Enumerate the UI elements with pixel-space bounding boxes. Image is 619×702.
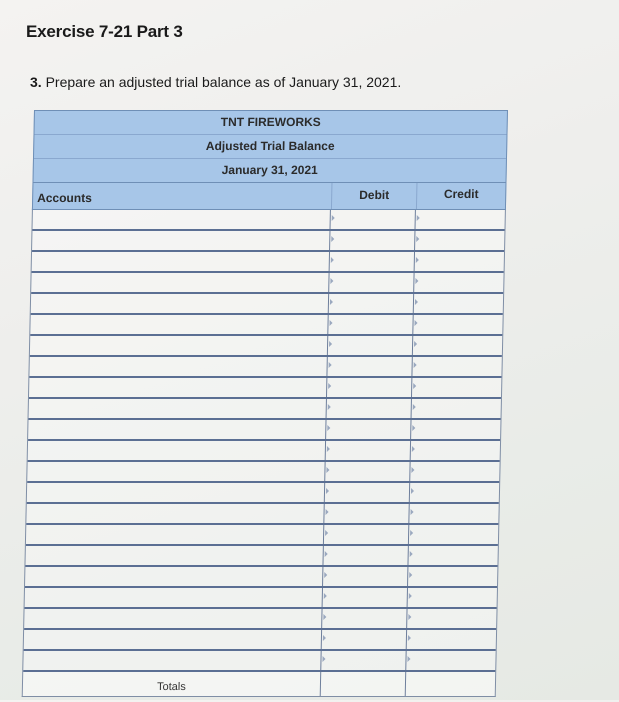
credit-input[interactable] — [408, 567, 497, 586]
table-row — [24, 609, 496, 630]
account-rows — [22, 210, 506, 672]
account-input[interactable] — [35, 273, 329, 292]
debit-input[interactable] — [324, 525, 409, 544]
account-input[interactable] — [30, 525, 324, 544]
account-input[interactable] — [29, 546, 323, 565]
table-row — [29, 357, 501, 378]
table-row — [32, 231, 504, 252]
statement-name: Adjusted Trial Balance — [34, 135, 507, 159]
totals-credit-input[interactable] — [406, 672, 496, 696]
credit-input[interactable] — [410, 483, 499, 502]
debit-input[interactable] — [326, 441, 411, 460]
credit-input[interactable] — [411, 441, 500, 460]
question-text — [30, 74, 401, 90]
debit-input[interactable] — [329, 294, 414, 313]
account-input[interactable] — [33, 378, 327, 397]
exercise-title: Exercise 7-21 Part 3 — [26, 22, 183, 41]
column-headers — [32, 183, 507, 210]
debit-input[interactable] — [329, 273, 414, 292]
table-row — [31, 273, 503, 294]
question-body: Prepare an adjusted trial balance as of January 31, 2021. — [45, 74, 402, 90]
account-input[interactable] — [34, 315, 328, 334]
table-row — [27, 462, 499, 483]
debit-input[interactable] — [323, 546, 408, 565]
credit-input[interactable] — [409, 525, 498, 544]
statement-date: January 31, 2021 — [221, 163, 318, 177]
account-input[interactable] — [31, 462, 325, 481]
table-row — [32, 210, 504, 231]
debit-input[interactable] — [331, 210, 416, 229]
credit-input[interactable] — [412, 357, 501, 376]
credit-input[interactable] — [415, 231, 504, 250]
table-row — [28, 441, 500, 462]
table-row — [27, 483, 499, 504]
totals-debit-input[interactable] — [321, 672, 407, 696]
debit-input[interactable] — [327, 378, 412, 397]
table-row — [31, 294, 503, 315]
credit-input[interactable] — [416, 210, 505, 229]
debit-input[interactable] — [322, 630, 407, 649]
table-row — [26, 504, 498, 525]
account-input[interactable] — [29, 588, 323, 607]
debit-input[interactable] — [323, 567, 408, 586]
table-row — [25, 588, 497, 609]
table-row — [30, 315, 502, 336]
debit-input[interactable] — [324, 504, 409, 523]
debit-input[interactable] — [325, 462, 410, 481]
credit-input[interactable] — [411, 420, 500, 439]
table-row — [24, 630, 496, 651]
totals-row — [22, 672, 497, 697]
accounts-column-header: Accounts — [33, 183, 333, 209]
account-input[interactable] — [37, 210, 331, 229]
credit-input[interactable] — [408, 588, 497, 607]
credit-input[interactable] — [409, 504, 498, 523]
credit-input[interactable] — [413, 315, 502, 334]
debit-input[interactable] — [330, 231, 415, 250]
credit-input[interactable] — [412, 378, 501, 397]
table-row — [28, 420, 500, 441]
totals-label: Totals — [23, 672, 322, 696]
debit-input[interactable] — [321, 651, 406, 670]
debit-input[interactable] — [326, 420, 411, 439]
debit-input[interactable] — [328, 315, 413, 334]
account-input[interactable] — [32, 420, 326, 439]
debit-input[interactable] — [327, 357, 412, 376]
account-input[interactable] — [32, 441, 326, 460]
credit-input[interactable] — [406, 651, 495, 670]
table-row — [30, 336, 502, 357]
debit-input[interactable] — [327, 399, 412, 418]
account-input[interactable] — [35, 294, 329, 313]
credit-input[interactable] — [415, 252, 504, 271]
credit-input[interactable] — [414, 273, 503, 292]
debit-input[interactable] — [323, 588, 408, 607]
account-input[interactable] — [29, 567, 323, 586]
account-input[interactable] — [34, 336, 328, 355]
credit-input[interactable] — [413, 336, 502, 355]
debit-input[interactable] — [325, 483, 410, 502]
account-input[interactable] — [33, 357, 327, 376]
account-input[interactable] — [33, 399, 327, 418]
credit-input[interactable] — [407, 630, 496, 649]
credit-input[interactable] — [410, 462, 499, 481]
account-input[interactable] — [30, 504, 324, 523]
question-number: 3. — [30, 74, 42, 90]
worksheet-header — [32, 110, 508, 183]
account-input[interactable] — [27, 651, 321, 670]
trial-balance-worksheet — [22, 110, 508, 693]
account-input[interactable] — [28, 630, 322, 649]
credit-input[interactable] — [408, 546, 497, 565]
debit-input[interactable] — [328, 336, 413, 355]
table-row — [29, 399, 501, 420]
table-row — [29, 378, 501, 399]
table-row — [25, 567, 497, 588]
company-name: TNT FIREWORKS — [34, 111, 507, 135]
account-input[interactable] — [28, 609, 322, 628]
account-input[interactable] — [31, 483, 325, 502]
table-row — [26, 525, 498, 546]
table-row — [25, 546, 497, 567]
debit-input[interactable] — [330, 252, 415, 271]
credit-column-header: Credit — [443, 187, 479, 201]
credit-input[interactable] — [412, 399, 501, 418]
account-input[interactable] — [36, 252, 330, 271]
debit-input[interactable] — [322, 609, 407, 628]
credit-input[interactable] — [407, 609, 496, 628]
table-row — [32, 252, 504, 273]
account-input[interactable] — [36, 231, 330, 250]
table-row — [23, 651, 495, 672]
credit-input[interactable] — [414, 294, 503, 313]
debit-column-header: Debit — [332, 183, 418, 209]
